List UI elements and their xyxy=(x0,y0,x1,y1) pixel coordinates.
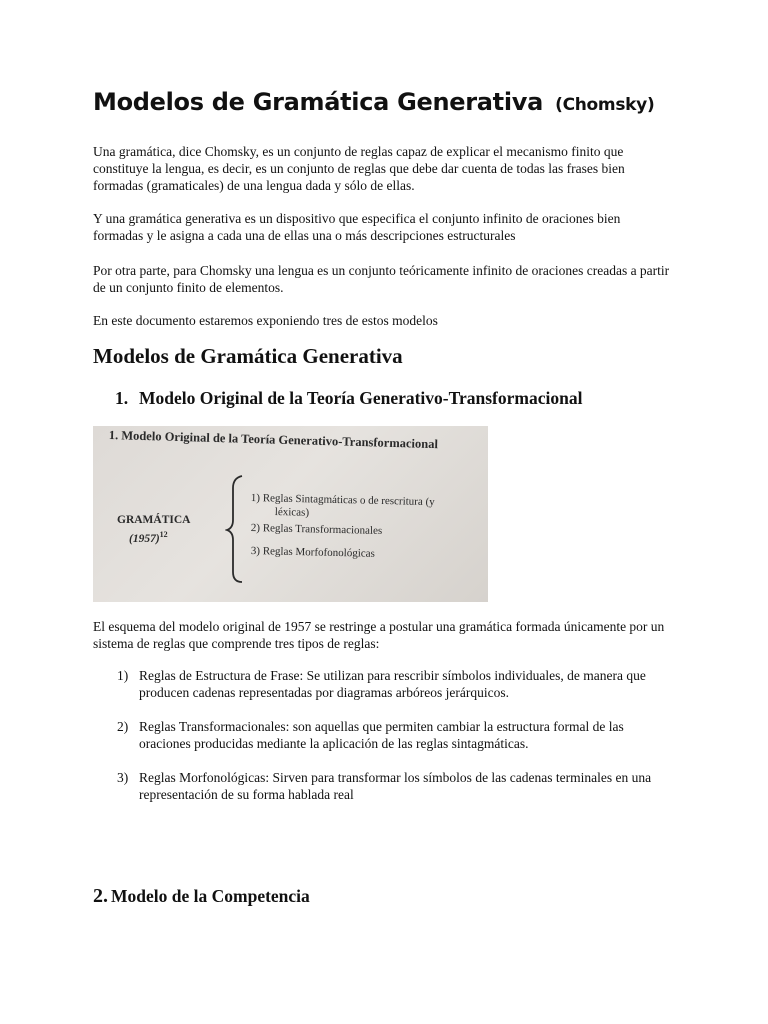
paragraph-1: Una gramática, dice Chomsky, es un conjunto de reglas capaz de explicar el mecanismo finito que constituye la lengua, es decir, es un conjunto de reglas que debe dar cuenta de todas las frases bien formadas (gramaticales) de una lengua dada y sólo de ellas. xyxy=(93,144,625,193)
paragraph-2: Y una gramática generativa es un dispositivo que especifica el conjunto infinito de oraciones bien formadas y le asigna a cada una de ellas una o más descripciones estructurales xyxy=(93,211,621,243)
subsection-2-number: 2. xyxy=(93,885,108,907)
list-item-text: Reglas de Estructura de Frase: Se utilizan para rescribir símbolos individuales, de manera que producen cadenas representadas por diagramas arbóreos jerárquicos. xyxy=(139,668,646,700)
list-item-text: Reglas Morfonológicas: Sirven para transformar los símbolos de las cadenas terminales en una representación de su forma hablada real xyxy=(139,770,652,802)
scheme-photo xyxy=(93,426,488,602)
subsection-2-title: Modelo de la Competencia xyxy=(111,886,310,906)
brace-icon xyxy=(225,474,245,584)
list-item xyxy=(117,667,677,701)
photo-item-2: 2) Reglas Transformacionales xyxy=(250,522,383,537)
list-item-number: 1) xyxy=(117,668,129,683)
list-item xyxy=(117,769,677,803)
photo-superscript: 12 xyxy=(159,530,168,539)
photo-item-1: 1) Reglas Sintagmáticas o de rescritura (y xyxy=(250,492,435,509)
subsection-number: 1. xyxy=(115,388,129,408)
document-title xyxy=(93,88,654,116)
photo-title: 1. Modelo Original de la Teoría Generativo-Transformacional xyxy=(108,428,439,452)
list-item-number: 3) xyxy=(117,770,129,785)
rules-list xyxy=(117,667,677,820)
section-heading: Modelos de Gramática Generativa xyxy=(93,344,403,368)
list-item-number: 2) xyxy=(117,719,129,734)
subsection-title: Modelo Original de la Teoría Generativo-Transformacional xyxy=(139,388,583,408)
list-item-text: Reglas Transformacionales: son aquellas que permiten cambiar la estructura formal de las oraciones producidas mediante la aplicación de las reglas sintagmáticas. xyxy=(139,719,624,751)
photo-grammar-label: GRAMÁTICA xyxy=(117,514,191,526)
photo-year-text: (1957) xyxy=(129,532,160,545)
list-item xyxy=(117,718,677,752)
title-suffix: (Chomsky) xyxy=(555,95,655,115)
paragraph-after-photo: El esquema del modelo original de 1957 se restringe a postular una gramática formada únicamente por un sistema de reglas que comprende tres tipos de reglas: xyxy=(93,619,665,651)
photo-year xyxy=(129,530,168,545)
subsection-heading-2 xyxy=(93,882,310,909)
paragraph-4: En este documento estaremos exponiendo tres de estos modelos xyxy=(93,313,438,328)
photo-item-3: 3) Reglas Morfofonológicas xyxy=(250,545,375,560)
photo-item-1-cont: léxicas) xyxy=(274,506,310,519)
paragraph-3: Por otra parte, para Chomsky una lengua es un conjunto teóricamente infinito de oraciones creadas a partir de un conjunto finito de elementos. xyxy=(93,263,670,295)
subsection-heading-1 xyxy=(115,388,582,409)
title-text: Modelos de Gramática Generativa xyxy=(93,88,544,116)
